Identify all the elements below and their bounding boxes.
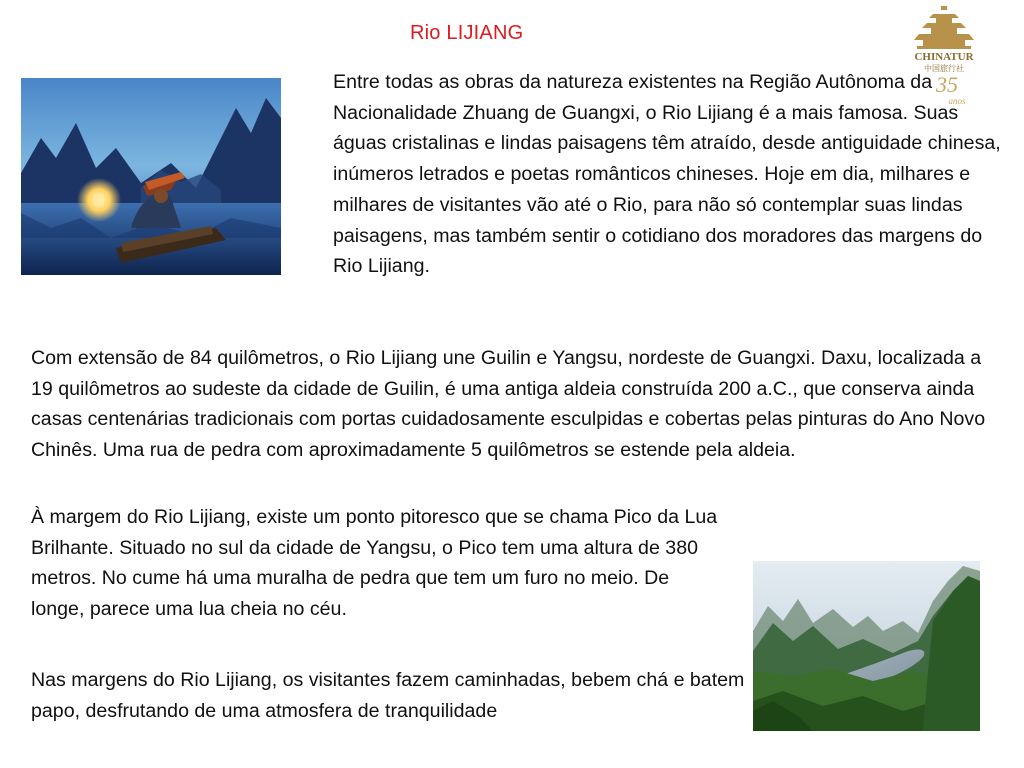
logo-anos: anos	[948, 96, 966, 106]
extension-paragraph: Com extensão de 84 quilômetros, o Rio Lijiang une Guilin e Yangsu, nordeste de Guangxi. Daxu, localizada a 19 quilômetros ao sudeste da cidade de Guilin, é uma antiga aldeia construída 200 a.C., que conserva ainda casas centenárias tradicionais com portas cuidadosamente esculpidas e cobertas pelas pinturas do Ano Novo Chinês. Uma rua de pedra com aproximadamente 5 quilômetros se estende pela aldeia.	[31, 347, 986, 462]
fisherman-raft-photo	[21, 78, 281, 275]
margens-paragraph: Nas margens do Rio Lijiang, os visitantes fazem caminhadas, bebem chá e batem papo, desfrutando de uma atmosfera de tranquilidade	[31, 669, 745, 722]
logo-wordmark: CHINATUR	[914, 51, 974, 63]
intro-paragraph: Entre todas as obras da natureza existentes na Região Autônoma da Nacionalidade Zhuang de Guangxi, o Rio Lijiang é a mais famosa. Suas águas cristalinas e lindas paisagens têm atraído, desde antiguidade chinesa, inúmeros letrados e poetas românticos chineses. Hoje em dia, milhares e milhares de visitantes vão até o Rio, para não só contemplar suas lindas paisagens, mas também sentir o cotidiano dos moradores das margens do Rio Lijiang.	[333, 71, 1001, 278]
logo-anniversary: 35	[936, 72, 958, 97]
temple-icon	[914, 6, 974, 49]
pico-paragraph: À margem do Rio Lijiang, existe um ponto pitoresco que se chama Pico da Lua Brilhante. Situado no sul da cidade de Yangsu, o Pico tem uma altura de 380 metros. No cume há uma muralha de pedra que tem um furo no meio. De longe, parece uma lua cheia no céu.	[31, 506, 718, 621]
river-valley-photo	[753, 561, 980, 731]
slide-title: Rio LIJIANG	[410, 22, 524, 44]
logo-chinese: 中国旅行社	[924, 64, 964, 73]
